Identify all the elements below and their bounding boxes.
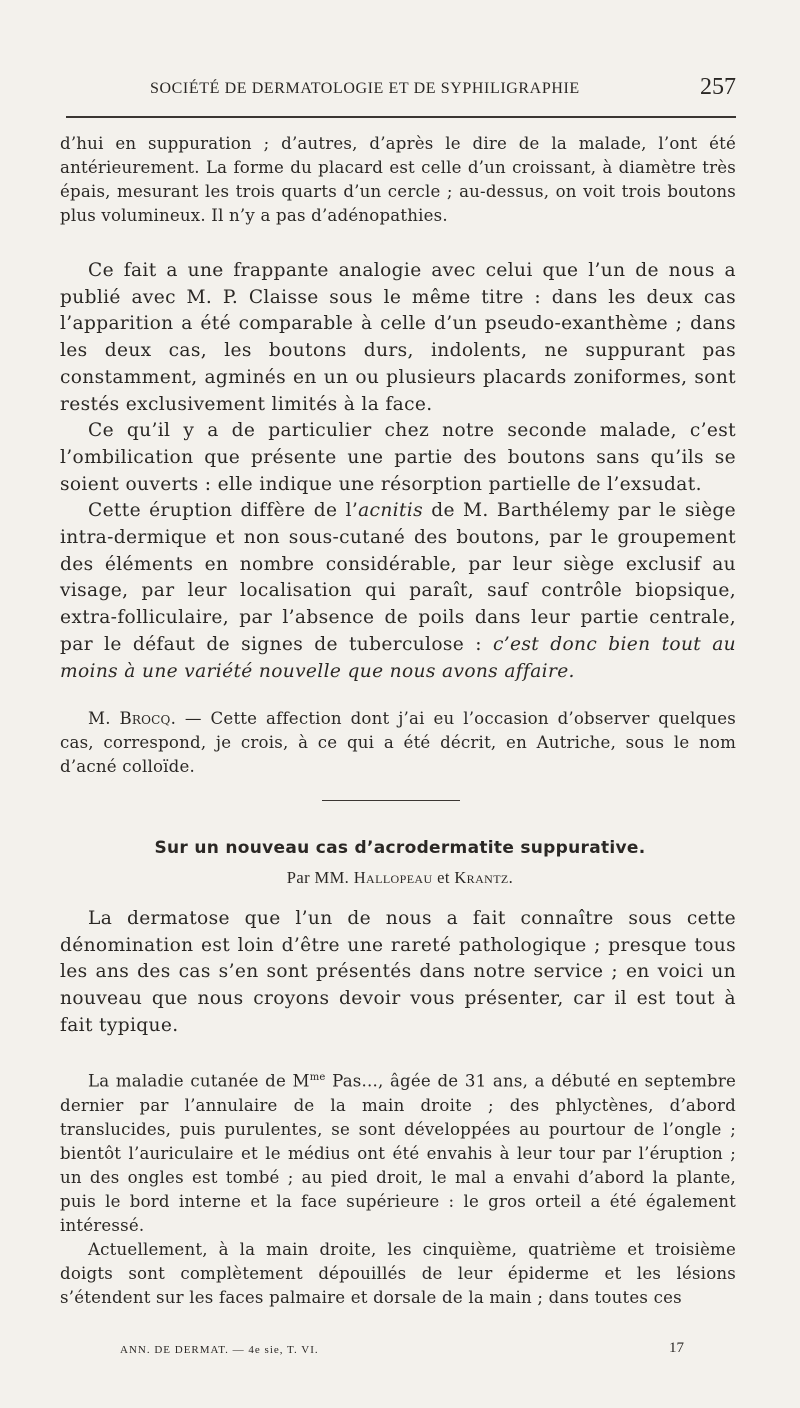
section-separator bbox=[322, 800, 460, 801]
paragraph-6-block bbox=[60, 906, 736, 1040]
journal-reference: ANN. DE DERMAT. — 4e sie, T. VI. bbox=[120, 1344, 319, 1356]
paragraph-1: d’hui en suppuration ; d’autres, d’après le dire de la malade, l’ont été antérieurement. La forme du placard est celle d’un croissant, à diamètre très épais, mesurant les trois quarts d’un cercle ; au-dessus, on voit trois boutons plus volumineux. Il n’y a pas d’adénopathies. bbox=[60, 134, 736, 225]
p4-before: Cette éruption diffère de l’ bbox=[88, 500, 359, 522]
paragraph-5 bbox=[60, 707, 736, 779]
p5-text: . — Cette affection dont j’ai eu l’occasion d’observer quelques cas, correspond, je crois, à ce qui a été décrit, en Autriche, sous le nom d’acné colloïde. bbox=[60, 709, 736, 776]
authors-prefix: Par MM. bbox=[286, 868, 354, 887]
authors-join: et bbox=[432, 868, 455, 887]
p7-before: La maladie cutanée de M bbox=[88, 1071, 310, 1091]
paragraph-1-block bbox=[60, 132, 736, 228]
author-1: Hallopeau bbox=[353, 868, 433, 887]
paragraph-8: Actuellement, à la main droite, les cinquième, quatrième et troisième doigts sont complètement dépouillés de leur épiderme et les lésions s’étendent sur les faces palmaire et dorsale de la main ; dans toutes ces bbox=[60, 1239, 736, 1307]
p4-italic-conclusion: c’est donc bien tout au moins à une variété nouvelle que nous avons affaire. bbox=[60, 633, 736, 682]
author-2: Krantz bbox=[454, 868, 509, 887]
p5-speaker: Brocq bbox=[119, 709, 171, 728]
paragraph-2-block bbox=[60, 258, 736, 685]
paragraph-5-block bbox=[60, 707, 736, 779]
page-number: 257 bbox=[700, 74, 736, 100]
authors-suffix: . bbox=[508, 868, 514, 887]
p5-prefix: M. bbox=[88, 709, 120, 728]
paragraph-2: Ce fait a une frappante analogie avec celui que l’un de nous a publié avec M. P. Claisse sous le même titre : dans les deux cas l’apparition a été comparable à celle d’un pseudo-exanthème ; dans les deux cas, les boutons durs, indolents, ne suppurant pas constamment, agminés en un ou plusieurs placards zoniformes, sont restés exclusivement limités à la face. bbox=[60, 260, 736, 415]
section-authors bbox=[60, 868, 740, 888]
p7-after: Pas..., âgée de 31 ans, a débuté en septembre dernier par l’annulaire de la main droite ; des phlyctènes, d’abord translucides, puis purulentes, se sont développées au pourtour de l’ongle ; bientôt l’auriculaire et le médius ont été envahis à leur tour par l’éruption ; un des ongles est tombé ; au pied droit, le mal a envahi d’abord la plante, puis le bord interne et la face supérieure : le gros orteil a été également intéressé. bbox=[60, 1071, 736, 1235]
paragraph-6: La dermatose que l’un de nous a fait connaître sous cette dénomination est loin d’être une rareté pathologique ; presque tous les ans des cas s’en sont présentés dans notre service ; en voici un nouveau que nous croyons devoir vous présenter, car il est tout à fait typique. bbox=[60, 908, 736, 1036]
header-rule bbox=[66, 116, 736, 118]
signature-mark: 17 bbox=[669, 1340, 684, 1356]
paragraph-3: Ce qu’il y a de particulier chez notre seconde malade, c’est l’ombilication que présente une partie des boutons sans qu’ils se soient ouverts : elle indique une résorption partielle de l’exsudat. bbox=[60, 420, 736, 495]
p4-middle: de M. Barthélemy par le siège intra-dermique et non sous-cutané des boutons, par le groupement des éléments en nombre considérable, par leur siège exclusif au visage, par leur localisation qui paraît, sauf contrôle biopsique, extra-folliculaire, par l’absence de poils dans leur partie centrale, par le défaut de signes de tuberculose : bbox=[60, 500, 736, 655]
running-head: SOCIÉTÉ DE DERMATOLOGIE ET DE SYPHILIGRAPHIE bbox=[150, 80, 580, 97]
section-title: Sur un nouveau cas d’acrodermatite suppurative. bbox=[154, 838, 646, 858]
page-header bbox=[60, 74, 740, 108]
paragraph-7 bbox=[60, 1066, 736, 1238]
paragraph-4 bbox=[60, 498, 736, 685]
paragraph-7-block bbox=[60, 1066, 736, 1310]
p7-sup: me bbox=[309, 1072, 326, 1083]
page-footer bbox=[120, 1340, 690, 1362]
p4-italic-acnitis: acnitis bbox=[358, 500, 423, 522]
